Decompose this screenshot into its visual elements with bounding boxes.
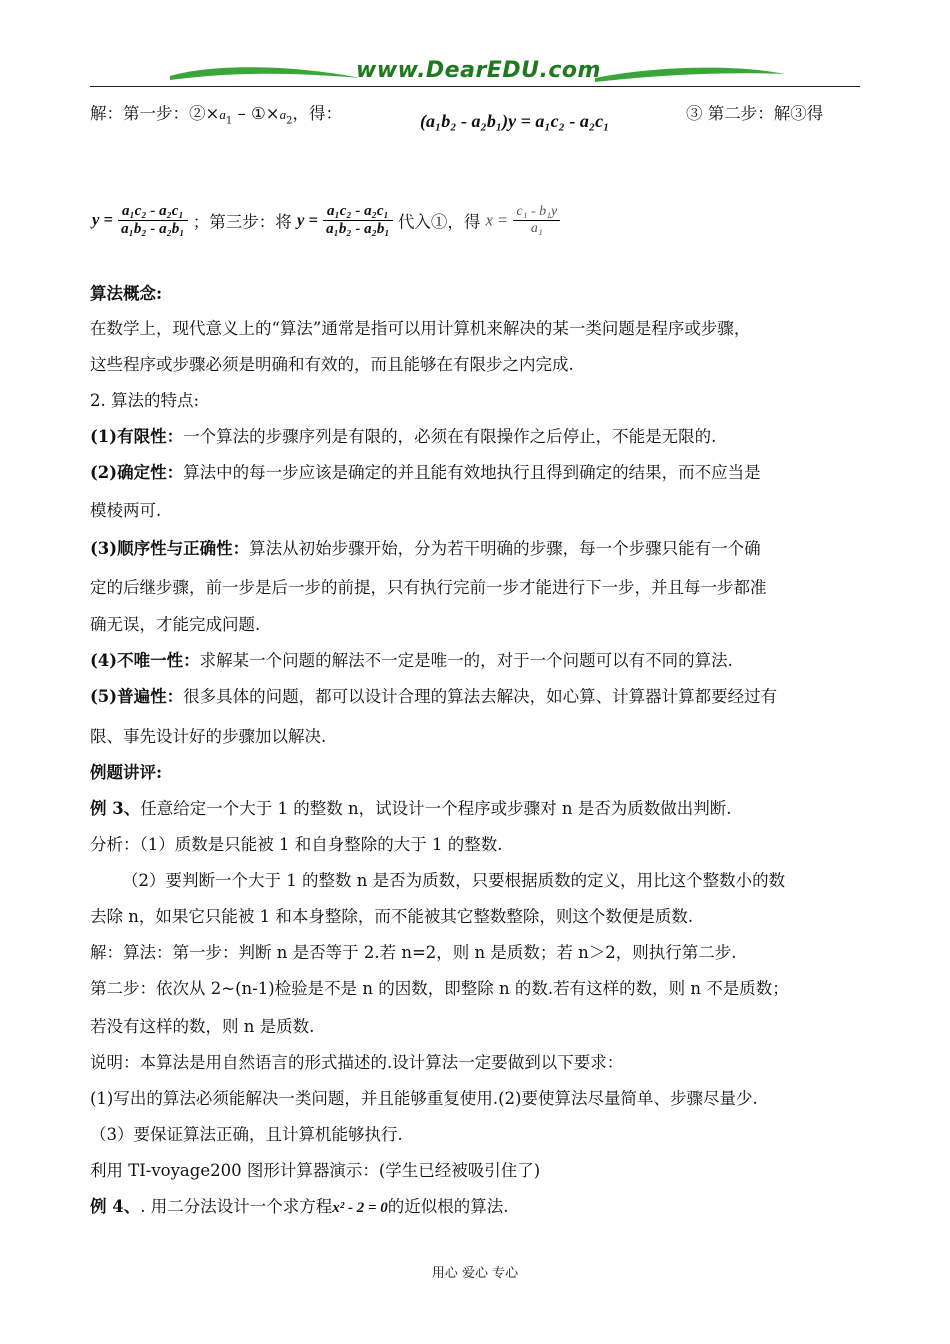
step-line-1 [90,103,342,132]
x-fraction [513,204,560,237]
step2-tail: ③ 第二步：解③得 [686,104,824,123]
a2-symbol: a [279,107,287,122]
step1-prefix: 解：第一步：②× [90,104,220,123]
feature-2-label: (2)确定性： [90,463,184,482]
y-fraction-numerator: a₁c₂ - a₂c₁ [118,203,187,221]
y-symbol-2: y = [297,210,318,230]
solution-step-2-cont: 若没有这样的数，则 n 是质数. [90,1017,315,1036]
feature-4 [90,650,733,672]
y-fraction-2 [323,203,392,238]
example-3 [90,798,731,820]
site-logo: www.DearEDU.com [356,58,601,83]
step3-sep: ；第三步：将 [192,212,292,232]
page-footer: 用心 爱心 专心 [431,1266,519,1281]
paragraph-2: 2. 算法的特点: [90,391,200,410]
example-4-post: 的近似根的算法. [387,1197,509,1216]
feature-5-cont: 限、事先设计好的步骤加以解决. [90,727,327,746]
note-line-2: (1)写出的算法必须能解决一类问题，并且能够重复使用.(2)要使算法尽量简单、步骤尽量少. [90,1089,758,1108]
feature-3-cont-2: 确无误，才能完成问题. [90,615,261,634]
feature-3 [90,538,761,560]
feature-5-label: (5)普遍性： [90,687,184,706]
example-4-label: 例 4、 [90,1197,141,1216]
section-title-algorithm-concept: 算法概念: [90,284,163,303]
feature-5-text: 很多具体的问题，都可以设计合理的算法去解决，如心算、计算器计算都要经过有 [183,687,778,706]
example-4 [90,1196,509,1219]
y-fraction-2-numerator: a₁c₂ - a₂c₁ [323,203,392,221]
feature-1 [90,426,716,448]
solution-step-2: 第二步：依次从 2~(n-1)检验是不是 n 的因数，即整除 n 的数.若有这样的数，则 n 不是质数； [90,979,789,998]
solution-step-1: 解：算法：第一步：判断 n 是否等于 2.若 n=2，则 n 是质数；若 n＞2，则执行第二步. [90,943,737,962]
y-fraction [118,203,187,238]
header-swoosh-left [170,62,360,88]
step1-suffix: ，得： [292,104,342,123]
a1-symbol: a [219,107,226,122]
example-3-text: 任意给定一个大于 1 的整数 n，试设计一个程序或步骤对 n 是否为质数做出判断. [140,799,732,818]
feature-2-text: 算法中的每一步应该是确定的并且能有效地执行且得到确定的结果，而不应当是 [183,463,761,482]
note-line-1: 说明：本算法是用自然语言的形式描述的.设计算法一定要做到以下要求： [90,1053,624,1072]
feature-1-text: 一个算法的步骤序列是有限的，必须在有限操作之后停止，不能是无限的. [183,427,717,446]
feature-5 [90,686,777,708]
section-title-examples: 例题讲评: [90,763,163,782]
a1-subscript: 1 [225,115,233,127]
analysis-2-cont: 去除 n，如果它只能被 1 和本身整除，而不能被其它整数整除，则这个数便是质数. [90,907,694,926]
feature-2-cont: 模棱两可. [90,501,162,520]
step3-mid: 代入①，得 [397,212,481,232]
feature-3-label: (3)顺序性与正确性： [90,539,250,558]
equation-3: (a₁b₂ - a₂b₁)y = a₁c₂ - a₂c₁ [420,111,610,131]
step-line-2 [92,203,560,238]
feature-3-cont-1: 定的后继步骤，前一步是后一步的前提，只有执行完前一步才能进行下一步，并且每一步都准 [90,578,767,597]
y-symbol: y = [92,210,113,229]
x-fraction-numerator: c₁ - b₁y [513,204,560,221]
example-4-pre: . 用二分法设计一个求方程 [140,1197,333,1216]
feature-1-label: (1)有限性： [90,427,184,446]
feature-4-label: (4)不唯一性： [90,651,200,670]
a2-subscript: 2 [286,115,293,127]
x-symbol: x = [485,210,509,230]
example-4-equation: x² - 2 = 0 [332,1200,388,1216]
example-3-label: 例 3、 [90,799,141,818]
paragraph-1-line-1: 在数学上，现代意义上的“算法”通常是指可以用计算机来解决的某一类问题是程序或步骤， [90,319,751,338]
y-fraction-denominator: a₁b₂ - a₂b₁ [121,221,185,237]
step1-minus: – ①× [232,104,280,123]
analysis-2: （2）要判断一个大于 1 的整数 n 是否为质数，只要根据质数的定义，用比这个整数小的数 [122,871,786,890]
y-fraction-2-denominator: a₁b₂ - a₂b₁ [326,221,390,237]
feature-4-text: 求解某一个问题的解法不一定是唯一的，对于一个问题可以有不同的算法. [199,651,733,670]
feature-2 [90,462,761,484]
note-line-3: （3）要保证算法正确，且计算机能够执行. [90,1125,403,1144]
analysis-1: 分析：（1）质数是只能被 1 和自身整除的大于 1 的整数. [90,835,503,854]
header-divider [90,86,860,87]
feature-3-text: 算法从初始步骤开始，分为若干明确的步骤，每一个步骤只能有一个确 [249,539,761,558]
paragraph-1-line-2: 这些程序或步骤必须是明确和有效的，而且能够在有限步之内完成. [90,355,574,374]
header-swoosh-right [595,62,785,88]
demo-line: 利用 TI-voyage200 图形计算器演示：(学生已经被吸引住了) [90,1161,541,1180]
x-fraction-denominator: a₁ [530,221,543,236]
